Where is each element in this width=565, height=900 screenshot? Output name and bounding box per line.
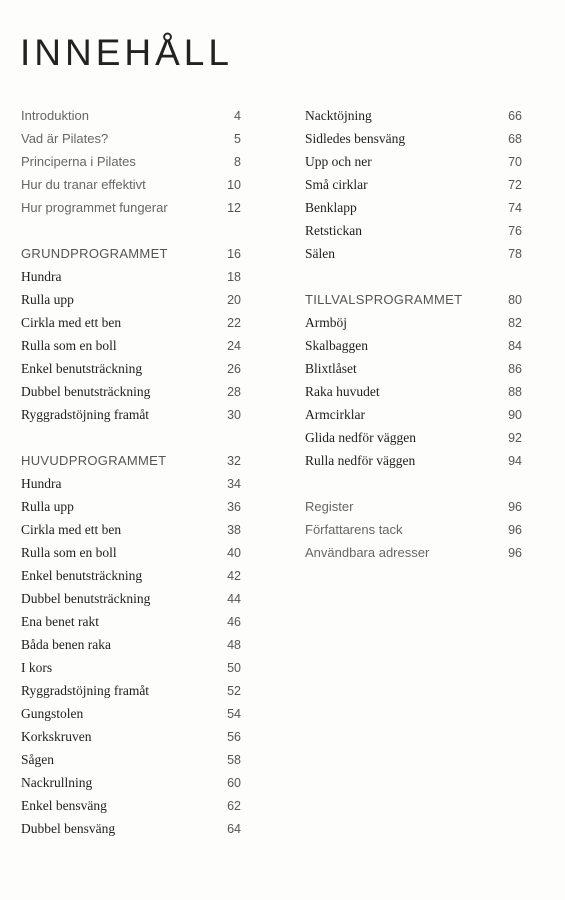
toc-entry [21, 679, 241, 702]
toc-entry-label: Rulla upp [21, 292, 74, 307]
toc-entry-label: I kors [21, 660, 53, 675]
toc-entry-label: Cirkla med ett ben [21, 522, 122, 537]
toc-page-number: 20 [227, 293, 241, 307]
toc-entry [21, 771, 241, 794]
toc-entry-label: Ryggradstöjning framåt [21, 683, 150, 698]
toc-entry [305, 426, 522, 449]
toc-entry [21, 518, 241, 541]
toc-entry [305, 242, 522, 265]
toc-page-number: 4 [234, 109, 241, 123]
toc-page-number: 88 [508, 385, 522, 399]
toc-entry [21, 173, 241, 196]
toc-entry-label: Vad är Pilates? [21, 131, 109, 146]
toc-page-number: 72 [508, 178, 522, 192]
toc-entry [305, 541, 522, 564]
toc-page-number: 94 [508, 454, 522, 468]
toc-page-number: 70 [508, 155, 522, 169]
toc-entry-label: Sågen [21, 752, 54, 767]
toc-entry [21, 495, 241, 518]
toc-section-heading [21, 242, 241, 265]
toc-entry [21, 311, 241, 334]
toc-entry-label: Hundra [21, 476, 62, 491]
toc-entry-label: Enkel bensväng [21, 798, 107, 813]
toc-page-number: 74 [508, 201, 522, 215]
toc-entry [21, 334, 241, 357]
toc-entry-label: Principerna i Pilates [21, 154, 136, 169]
toc-entry [21, 564, 241, 587]
toc-entry [305, 173, 522, 196]
toc-entry-label: Små cirklar [305, 177, 368, 192]
toc-page-number: 38 [227, 523, 241, 537]
toc-entry-label: Introduktion [21, 108, 89, 123]
toc-page-number: 48 [227, 638, 241, 652]
toc-entry-label: Sidledes bensväng [305, 131, 406, 146]
toc-entry-label: Blixtlåset [305, 361, 357, 376]
toc-page-number: 62 [227, 799, 241, 813]
toc-page-number: 24 [227, 339, 241, 353]
toc-entry [305, 334, 522, 357]
toc-page-number: 44 [227, 592, 241, 606]
toc-page-number: 56 [227, 730, 241, 744]
toc-page-number: 32 [227, 454, 241, 468]
toc-entry-label: Glida nedför väggen [305, 430, 416, 445]
toc-entry [305, 104, 522, 127]
toc-entry [305, 311, 522, 334]
toc-entry [21, 633, 241, 656]
toc-entry [305, 518, 522, 541]
toc-entry-label: Rulla upp [21, 499, 74, 514]
toc-entry [21, 265, 241, 288]
toc-entry-label: Hur du tranar effektivt [21, 177, 146, 192]
toc-entry-label: Dubbel benutsträckning [21, 384, 151, 399]
toc-page-number: 36 [227, 500, 241, 514]
toc-entry-label: HUVUDPROGRAMMET [21, 453, 167, 468]
toc-page-number: 8 [234, 155, 241, 169]
toc-entry-label: Enkel benutsträckning [21, 568, 143, 583]
toc-entry [21, 817, 241, 840]
toc-page-number: 16 [227, 247, 241, 261]
toc-entry [305, 127, 522, 150]
toc-page-number: 52 [227, 684, 241, 698]
toc-page-number: 5 [234, 132, 241, 146]
toc-entry [21, 472, 241, 495]
toc-entry-label: Gungstolen [21, 706, 84, 721]
toc-entry [305, 196, 522, 219]
toc-entry-label: Nacktöjning [305, 108, 372, 123]
toc-entry [21, 196, 241, 219]
toc-page-number: 22 [227, 316, 241, 330]
toc-entry [21, 403, 241, 426]
toc-entry [305, 449, 522, 472]
toc-page-number: 68 [508, 132, 522, 146]
toc-entry [305, 403, 522, 426]
toc-section-heading [305, 288, 522, 311]
toc-page-number: 10 [227, 178, 241, 192]
toc-entry-label: Armböj [305, 315, 347, 330]
toc-entry-label: Hur programmet fungerar [21, 200, 168, 215]
toc-page-number: 82 [508, 316, 522, 330]
toc-entry-label: Cirkla med ett ben [21, 315, 122, 330]
toc-entry-label: Rulla som en boll [21, 545, 117, 560]
toc-page-number: 58 [227, 753, 241, 767]
toc-entry-label: Armcirklar [305, 407, 365, 422]
toc-entry [305, 219, 522, 242]
toc-page-number: 54 [227, 707, 241, 721]
toc-entry-label: GRUNDPROGRAMMET [21, 246, 168, 261]
toc-page-number: 96 [508, 523, 522, 537]
toc-entry-label: Retstickan [305, 223, 362, 238]
toc-entry-label: Register [305, 499, 354, 514]
toc-page-number: 86 [508, 362, 522, 376]
toc-page-number: 42 [227, 569, 241, 583]
toc-page-number: 30 [227, 408, 241, 422]
toc-page-number: 64 [227, 822, 241, 836]
toc-entry-label: Båda benen raka [21, 637, 111, 652]
toc-entry-label: Ena benet rakt [21, 614, 99, 629]
toc-page-number: 80 [508, 293, 522, 307]
toc-entry-label: Användbara adresser [305, 545, 430, 560]
toc-page-number: 12 [227, 201, 241, 215]
toc-page-number: 40 [227, 546, 241, 560]
toc-page-number: 26 [227, 362, 241, 376]
toc-entry-label: Ryggradstöjning framåt [21, 407, 150, 422]
toc-entry-label: Raka huvudet [305, 384, 380, 399]
toc-entry [21, 725, 241, 748]
toc-entry [21, 288, 241, 311]
toc-entry-label: Nackrullning [21, 775, 93, 790]
toc-entry-label: Dubbel benutsträckning [21, 591, 151, 606]
toc-entry [21, 610, 241, 633]
toc-page-number: 90 [508, 408, 522, 422]
toc-entry [21, 794, 241, 817]
toc-page-number: 34 [227, 477, 241, 491]
toc-section-heading [21, 449, 241, 472]
toc-entry-label: Rulla som en boll [21, 338, 117, 353]
toc-page-number: 84 [508, 339, 522, 353]
toc-page-number: 78 [508, 247, 522, 261]
page-title: INNEHÅLL [20, 32, 233, 73]
toc-page-number: 96 [508, 500, 522, 514]
toc-page-number: 28 [227, 385, 241, 399]
toc-page-number: 76 [508, 224, 522, 238]
toc-entry-label: Skalbaggen [305, 338, 368, 353]
toc-page-number: 50 [227, 661, 241, 675]
toc-page-number: 18 [227, 270, 241, 284]
toc-entry [305, 495, 522, 518]
toc-entry [21, 587, 241, 610]
toc-entry [305, 380, 522, 403]
toc-entry [21, 127, 241, 150]
toc-entry-label: Korkskruven [21, 729, 92, 744]
toc-entry [21, 150, 241, 173]
toc-entry [21, 702, 241, 725]
toc-entry [305, 357, 522, 380]
toc-entry [21, 748, 241, 771]
toc-entry-label: Dubbel bensväng [21, 821, 116, 836]
toc-right-column [305, 104, 522, 564]
toc-entry-label: Hundra [21, 269, 62, 284]
toc-entry-label: TILLVALSPROGRAMMET [305, 292, 463, 307]
toc-entry [305, 150, 522, 173]
toc-entry-label: Benklapp [305, 200, 357, 215]
toc-entry-label: Sälen [305, 246, 335, 261]
toc-entry [21, 541, 241, 564]
toc-entry [21, 357, 241, 380]
toc-page-number: 96 [508, 546, 522, 560]
toc-left-column [21, 104, 241, 840]
toc-page-number: 60 [227, 776, 241, 790]
toc-entry-label: Rulla nedför väggen [305, 453, 416, 468]
toc-entry [21, 104, 241, 127]
toc-entry-label: Upp och ner [305, 154, 372, 169]
toc-entry [21, 656, 241, 679]
toc-page-number: 92 [508, 431, 522, 445]
toc-entry [21, 380, 241, 403]
toc-entry-label: Enkel benutsträckning [21, 361, 143, 376]
toc-entry-label: Författarens tack [305, 522, 403, 537]
toc-page-number: 46 [227, 615, 241, 629]
toc-page-number: 66 [508, 109, 522, 123]
